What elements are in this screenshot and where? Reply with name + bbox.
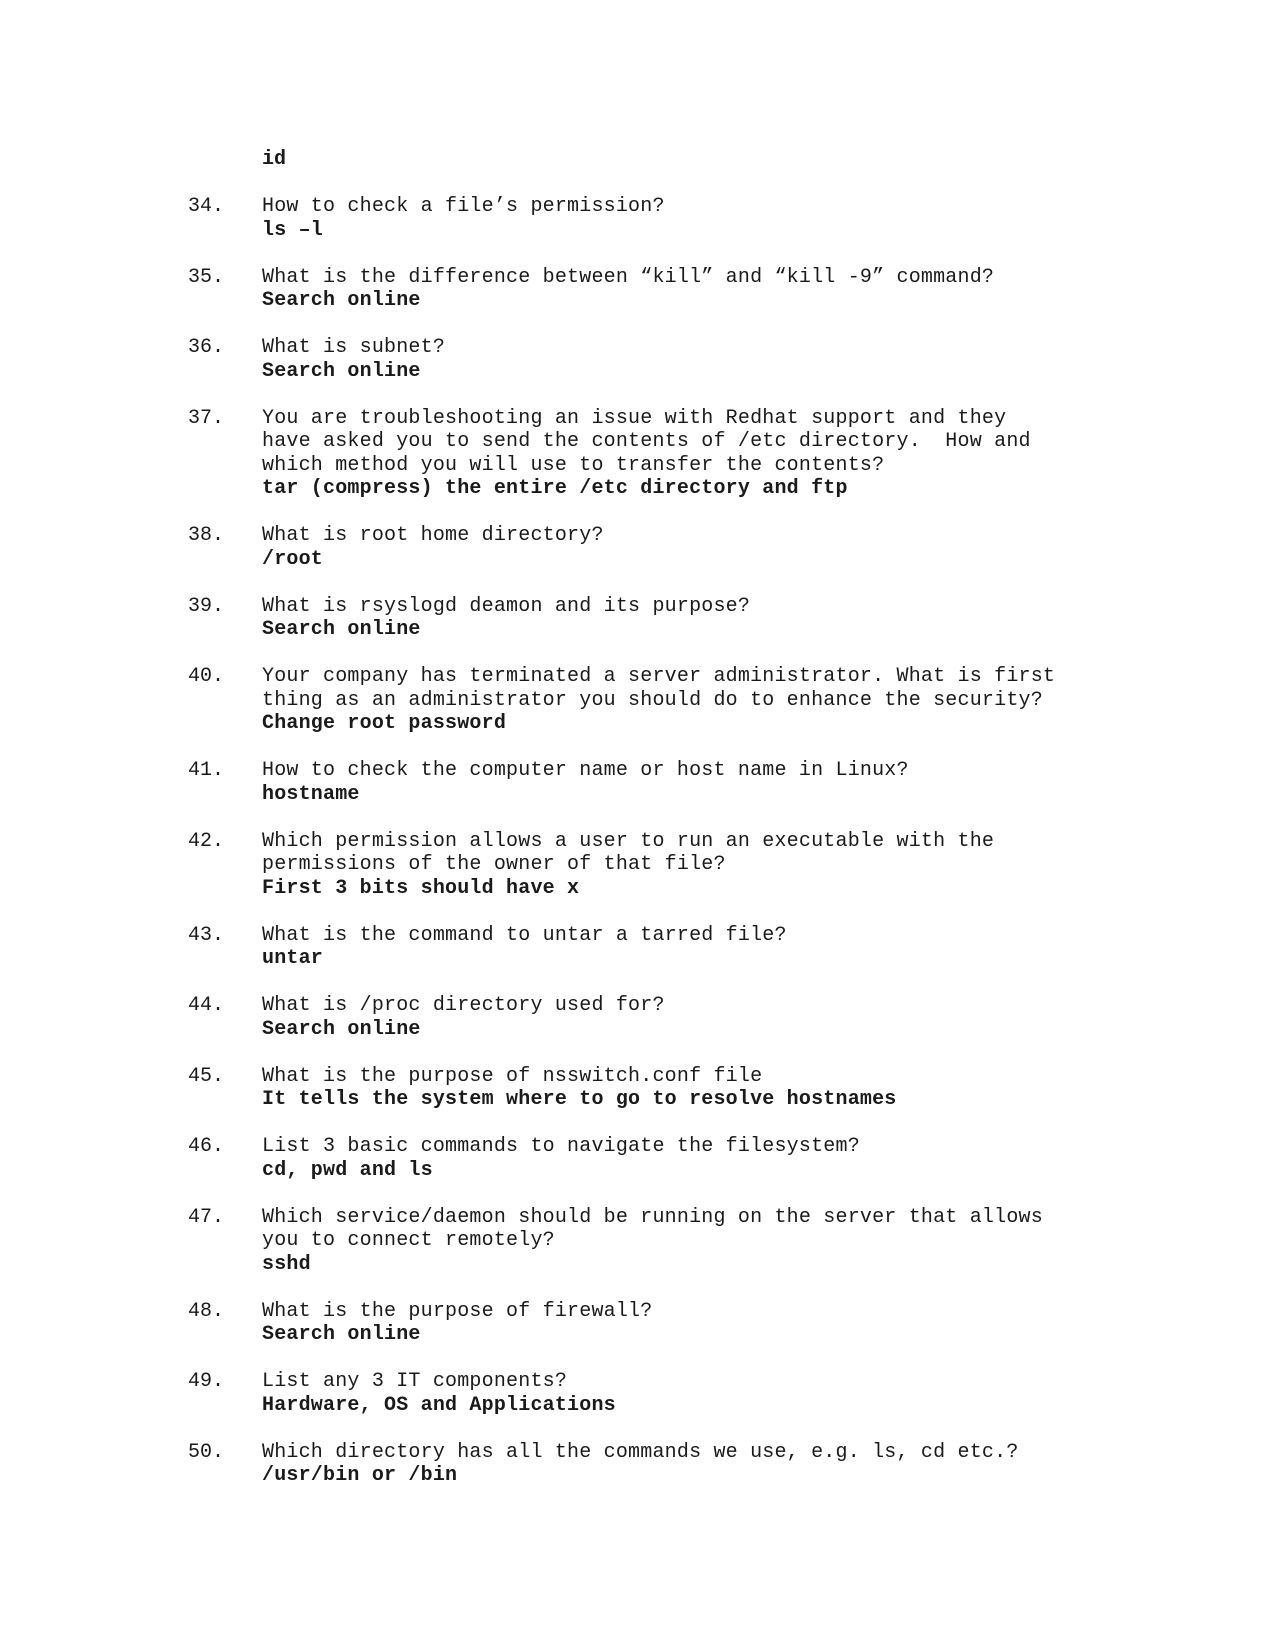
answer-text: /root [262, 547, 324, 571]
question-number: 38. [188, 524, 225, 547]
answer-text: Search online [262, 359, 421, 383]
answer-text: Search online [262, 1017, 421, 1041]
question-number: 34. [188, 195, 225, 218]
question-number: 50. [188, 1440, 225, 1464]
question-text: You are troubleshooting an issue with Redhat support and they [262, 406, 1007, 430]
question-text: How to check the computer name or host name in Linux? [262, 759, 909, 782]
question-number: 48. [188, 1299, 225, 1323]
answer-text: Search online [262, 289, 421, 312]
question-item [0, 595, 1275, 642]
question-number: 43. [188, 923, 225, 947]
question-list [0, 195, 1275, 1511]
answer-text: It tells the system where to go to resolve hostnames [262, 1088, 897, 1111]
question-body [262, 994, 1162, 1041]
question-body [262, 1300, 1162, 1347]
question-text: Your company has terminated a server administrator. What is first [262, 665, 1056, 688]
question-body [262, 759, 1162, 806]
question-text: What is rsyslogd deamon and its purpose? [262, 594, 751, 618]
question-item [0, 994, 1275, 1041]
question-body [262, 665, 1162, 736]
question-number: 42. [188, 829, 225, 853]
question-text: Which service/daemon should be running on the server that allows [262, 1205, 1043, 1229]
question-body [262, 407, 1162, 501]
question-text: thing as an administrator you should do to enhance the security? [262, 688, 1043, 712]
answer-text: Hardware, OS and Applications [262, 1393, 616, 1417]
question-item [0, 1065, 1275, 1112]
question-item [0, 524, 1275, 571]
question-number: 46. [188, 1135, 225, 1158]
question-item [0, 1441, 1275, 1488]
question-item [0, 1370, 1275, 1417]
answer-text: /usr/bin or /bin [262, 1464, 458, 1487]
question-number: 41. [188, 759, 225, 782]
question-item [0, 830, 1275, 901]
answer-text: hostname [262, 782, 360, 806]
question-number: 49. [188, 1370, 225, 1393]
question-body [262, 830, 1162, 901]
question-text: List any 3 IT components? [262, 1370, 568, 1393]
question-number: 47. [188, 1205, 225, 1229]
question-text: How to check a file’s permission? [262, 195, 665, 218]
answer-text: sshd [262, 1252, 311, 1276]
question-text: which method you will use to transfer the contents? [262, 453, 885, 477]
question-text: permissions of the owner of that file? [262, 853, 726, 876]
question-body [262, 266, 1162, 313]
answer-text: ls –l [262, 218, 324, 242]
question-item [0, 266, 1275, 313]
question-item [0, 195, 1275, 242]
question-body [262, 1441, 1162, 1488]
question-text: What is the purpose of nsswitch.conf file [262, 1064, 763, 1088]
answer-text: cd, pwd and ls [262, 1158, 433, 1182]
question-text: Which directory has all the commands we use, e.g. ls, cd etc.? [262, 1440, 1019, 1464]
question-text: What is the purpose of firewall? [262, 1299, 653, 1323]
question-number: 36. [188, 336, 225, 359]
question-text: List 3 basic commands to navigate the filesystem? [262, 1135, 860, 1158]
question-body [262, 524, 1162, 571]
question-number: 45. [188, 1064, 225, 1088]
question-item [0, 1135, 1275, 1182]
question-body [262, 1370, 1162, 1417]
question-item [0, 1300, 1275, 1347]
question-text: What is the command to untar a tarred file? [262, 923, 787, 947]
question-body [262, 924, 1162, 971]
question-number: 35. [188, 265, 225, 289]
question-text: have asked you to send the contents of /etc directory. How and [262, 430, 1031, 453]
question-item [0, 759, 1275, 806]
question-item [0, 1206, 1275, 1277]
question-text: you to connect remotely? [262, 1229, 555, 1252]
question-body [262, 336, 1162, 383]
question-number: 37. [188, 406, 225, 430]
carryover-answer: id [262, 148, 287, 171]
question-body [262, 1135, 1162, 1182]
answer-text: Change root password [262, 712, 507, 735]
question-text: What is the difference between “kill” and “kill -9” command? [262, 265, 995, 289]
question-text: What is /proc directory used for? [262, 994, 665, 1017]
answer-text: tar (compress) the entire /etc directory and ftp [262, 477, 848, 500]
question-text: What is subnet? [262, 336, 446, 359]
question-text: Which permission allows a user to run an executable with the [262, 829, 995, 853]
question-body [262, 195, 1162, 242]
question-body [262, 595, 1162, 642]
question-number: 40. [188, 665, 225, 688]
question-body [262, 1065, 1162, 1112]
answer-text: First 3 bits should have x [262, 876, 580, 900]
answer-text: Search online [262, 618, 421, 641]
question-text: What is root home directory? [262, 524, 604, 547]
question-number: 39. [188, 594, 225, 618]
question-body [262, 1206, 1162, 1277]
answer-text: Search online [262, 1323, 421, 1346]
question-number: 44. [188, 994, 225, 1017]
question-item [0, 407, 1275, 501]
question-item [0, 336, 1275, 383]
question-item [0, 665, 1275, 736]
answer-text: untar [262, 947, 324, 970]
question-item [0, 924, 1275, 971]
